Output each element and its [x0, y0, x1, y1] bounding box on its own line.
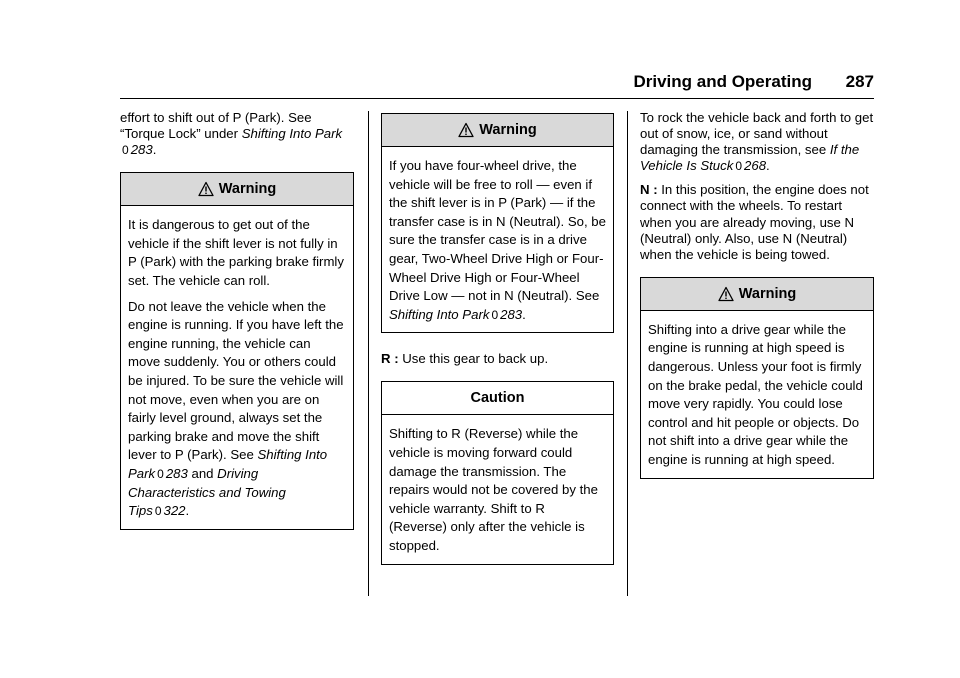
punct: .	[522, 306, 526, 322]
warning-box-2	[381, 113, 614, 333]
caution-paragraph: Shifting to R (Reverse) while the vehicle is moving forward could damage the transmission. The repairs would not be covered by the vehicle warranty. Shift to R (Reverse) only after the vehicle is stopped.	[389, 426, 598, 553]
gear-label-n: N :	[640, 182, 658, 198]
warning-header	[121, 173, 353, 206]
page-header	[628, 72, 874, 94]
column-2	[381, 113, 614, 565]
warning-box-3	[640, 277, 874, 479]
warning-header	[382, 114, 613, 147]
page-ref-number[interactable]: 322	[163, 503, 186, 519]
reverse-paragraph	[381, 351, 614, 367]
page-number: 287	[845, 72, 874, 91]
connector-text: and	[187, 466, 218, 481]
column-1	[120, 110, 354, 530]
header-rule	[120, 98, 874, 99]
link-if-vehicle-stuck[interactable]: If the Vehicle Is Stuck	[640, 142, 860, 174]
warning-triangle-icon	[718, 286, 734, 302]
page-reference-icon: 0	[122, 143, 129, 158]
page-reference-icon: 0	[491, 307, 499, 322]
link-shifting-into-park[interactable]: Shifting Into Park	[128, 447, 328, 481]
warning-text: If you have four-wheel drive, the vehicle will be free to roll — even if the shift lever is in P (Park) — if the transfer case is in N (Neutral). So, be sure the transfer case is in a drive gear, Two-Wheel Drive High or Four-Wheel Drive High or Four-Wheel Drive Low — not in N (Neutral). See	[389, 158, 606, 304]
gear-label-r: R :	[381, 351, 399, 367]
warning-body	[641, 311, 873, 478]
warning-paragraph-1: It is dangerous to get out of the vehicle if the shift lever is not fully in P (Park) with the parking brake firmly set. The vehicle can roll.	[128, 217, 344, 289]
page-reference-icon: 0	[154, 504, 162, 519]
rock-paragraph	[640, 110, 874, 174]
intro-paragraph	[120, 110, 354, 158]
warning-body	[121, 206, 353, 529]
warning-heading: Warning	[218, 181, 277, 198]
rock-text: To rock the vehicle back and forth to get out of snow, ice, or sand without damaging the transmission, see	[640, 110, 874, 158]
page-ref-number[interactable]: 283	[165, 466, 188, 481]
warning-paragraph-2	[128, 298, 346, 521]
warning-triangle-icon	[458, 122, 474, 138]
page-ref-number[interactable]: 268	[744, 158, 767, 174]
punct: .	[152, 142, 157, 158]
link-driving-characteristics[interactable]: Driving Characteristics and Towing Tips	[128, 466, 286, 519]
link-shifting-into-park[interactable]: Shifting Into Park	[241, 126, 343, 142]
warning-heading: Warning	[738, 285, 797, 302]
punct: .	[185, 503, 190, 519]
warning-paragraph	[389, 157, 606, 324]
punct: .	[766, 158, 770, 174]
link-shifting-into-park[interactable]: Shifting Into Park	[389, 306, 490, 322]
page-ref-number[interactable]: 283	[130, 142, 153, 158]
intro-text: effort to shift out of P (Park). See “Torque Lock” under	[120, 110, 312, 142]
warning-triangle-icon	[198, 181, 214, 197]
caution-heading: Caution	[470, 390, 525, 407]
warning-body	[382, 147, 613, 332]
page-reference-icon: 0	[157, 467, 164, 481]
neutral-paragraph	[640, 182, 874, 262]
warning-text: Do not leave the vehicle when the engine is running. If you have left the engine running, the vehicle can move suddenly. You or others could be injured. To be sure the vehicle will not move, even when you are on fairly level ground, always set the parking brake and move the shift lever to P (Park). See	[128, 298, 344, 463]
neutral-text: In this position, the engine does not connect with the wheels. To restart when you are already moving, use N (Neutral) only. Also, use N (Neutral) when the vehicle is being towed.	[640, 182, 869, 262]
warning-box-1	[120, 172, 354, 530]
column-3	[640, 110, 874, 479]
warning-heading: Warning	[479, 121, 537, 138]
warning-paragraph: Shifting into a drive gear while the engine is running at high speed is dangerous. Unless your foot is firmly on the brake pedal, the vehicle could move very rapidly. You could lose control and hit people or objects. Do not shift into a drive gear while the engine is running at high speed.	[648, 321, 863, 467]
reverse-text: Use this gear to back up.	[398, 351, 549, 367]
section-title: Driving and Operating	[633, 72, 812, 91]
caution-body	[382, 415, 613, 563]
warning-header	[641, 278, 873, 311]
column-divider-2	[627, 111, 628, 596]
page-ref-number[interactable]: 283	[500, 306, 523, 322]
column-divider-1	[368, 111, 369, 596]
caution-box	[381, 381, 614, 564]
caution-header	[382, 382, 613, 415]
page-reference-icon: 0	[735, 159, 743, 174]
